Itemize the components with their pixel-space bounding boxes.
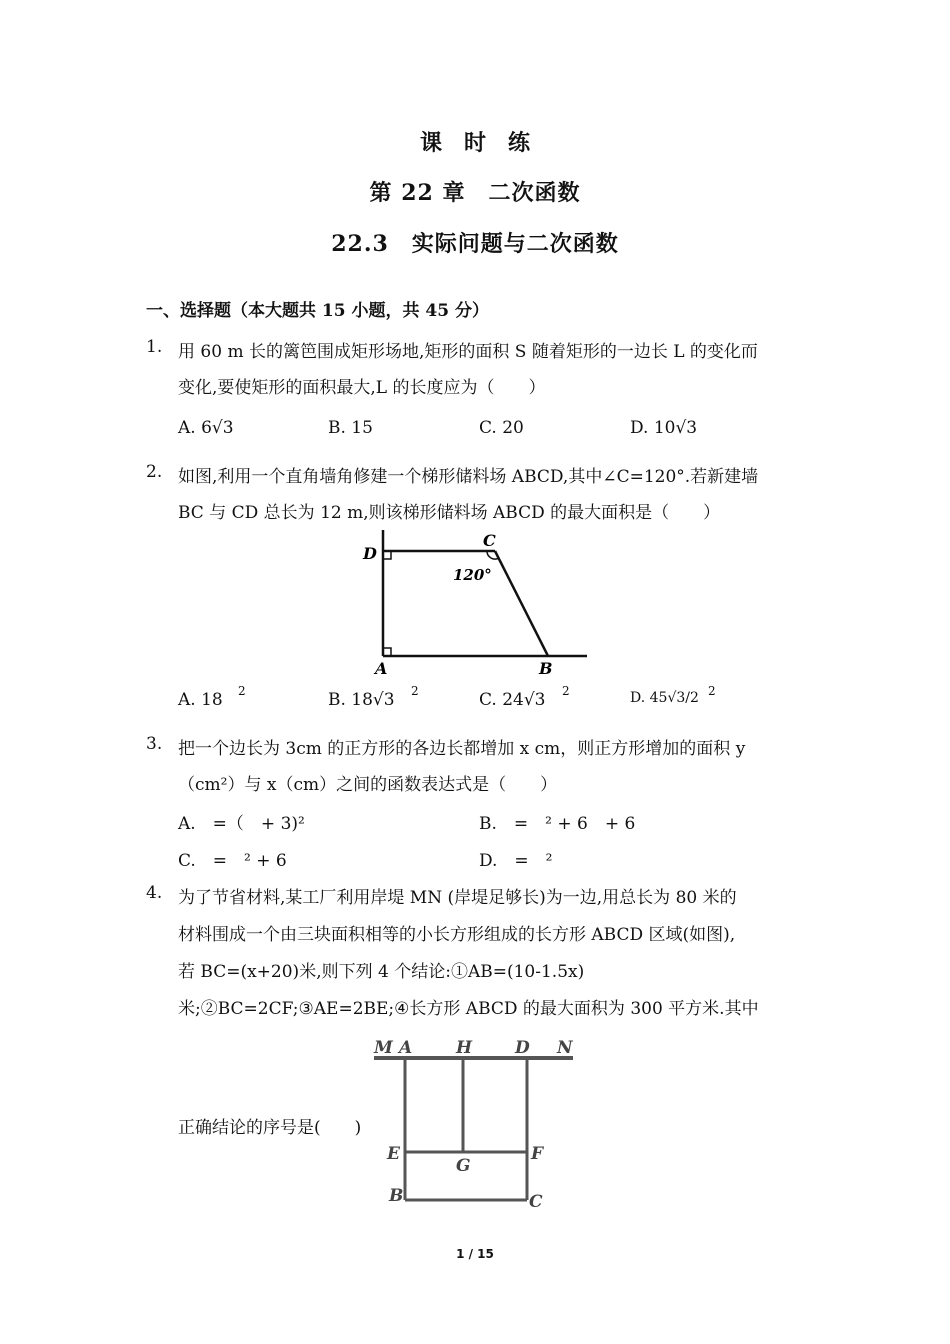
question-3-option-a: A. =（ + 3)² [178,814,305,834]
label-f: F [531,1144,544,1164]
chapter-title: 第 22 章 二次函数 [369,180,581,206]
question-1-number: 1. [146,337,163,357]
label-b: B [389,1186,404,1206]
question-section-heading: 一、选择题（本大题共 15 小题，共 45 分） [146,301,489,321]
label-b: B [539,659,553,678]
label-n: N [557,1038,573,1058]
question-2-option-c-sup: 2 [562,684,570,698]
label-g: G [456,1156,471,1176]
label-c: C [483,531,496,550]
question-1-option-a: A. 6√3 [178,418,234,438]
question-2-line-2: BC 与 CD 总长为 12 m,则该梯形储料场 ABCD 的最大面积是（ ） [178,503,721,523]
page-title: 课时练 [419,130,552,156]
question-3-number: 3. [146,734,163,754]
question-4-line-2: 材料围成一个由三块面积相等的小长方形组成的长方形 ABCD 区域(如图), [178,925,736,945]
question-2-option-c: C. 24√3 [479,690,546,710]
question-2-option-b: B. 18√3 [328,690,395,710]
question-4-number: 4. [146,883,163,903]
label-a: A [375,659,388,678]
question-2-option-b-sup: 2 [411,684,419,698]
question-3-line-2: （cm²）与 x（cm）之间的函数表达式是（ ） [178,775,558,795]
label-h: H [456,1038,473,1058]
label-angle: 120° [453,566,492,584]
label-d: D [363,544,377,563]
label-e: E [387,1144,400,1164]
question-2-option-a: A. 18 [178,690,223,710]
question-1-line-2: 变化,要使矩形的面积最大,L 的长度应为（ ） [178,378,546,398]
trapezoid-figure [355,530,595,680]
question-4-line-1: 为了节省材料,某工厂利用岸堤 MN (岸堤足够长)为一边,用总长为 80 米的 [178,888,737,908]
question-2-line-1: 如图,利用一个直角墙角修建一个梯形储料场 ABCD,其中∠C=120°.若新建墙 [178,467,759,487]
question-3-option-d: D. = ² [479,851,553,871]
question-4-line-4: 米;②BC=2CF;③AE=2BE;④长方形 ABCD 的最大面积为 300 平方米.其中 [178,999,759,1019]
question-1-line-1: 用 60 m 长的篱笆围成矩形场地,矩形的面积 S 随着矩形的一边长 L 的变化而 [178,342,758,362]
question-1-option-b: B. 15 [328,418,373,438]
question-2-number: 2. [146,462,163,482]
label-c: C [529,1192,543,1212]
label-a: A [399,1038,413,1058]
question-2-option-d: D. 45√3/2 [630,690,699,706]
section-title: 22.3 实际问题与二次函数 [331,231,619,257]
question-3-option-c: C. = ² + 6 [178,851,287,871]
question-2-option-d-sup: 2 [708,684,716,698]
label-d: D [515,1038,530,1058]
question-1-option-d: D. 10√3 [630,418,698,438]
page-number: 1 / 15 [456,1247,494,1261]
question-3-option-b: B. = ² + 6 + 6 [479,814,636,834]
question-3-line-1: 把一个边长为 3cm 的正方形的各边长都增加 x cm，则正方形增加的面积 y [178,739,746,759]
label-m: M [374,1038,393,1058]
rectangle-region-figure [370,1033,580,1213]
question-1-option-c: C. 20 [479,418,524,438]
question-4-line-5: 正确结论的序号是( ) [178,1118,362,1138]
question-4-line-3: 若 BC=(x+20)米,则下列 4 个结论:①AB=(10-1.5x) [178,962,585,982]
question-2-option-a-sup: 2 [238,684,246,698]
